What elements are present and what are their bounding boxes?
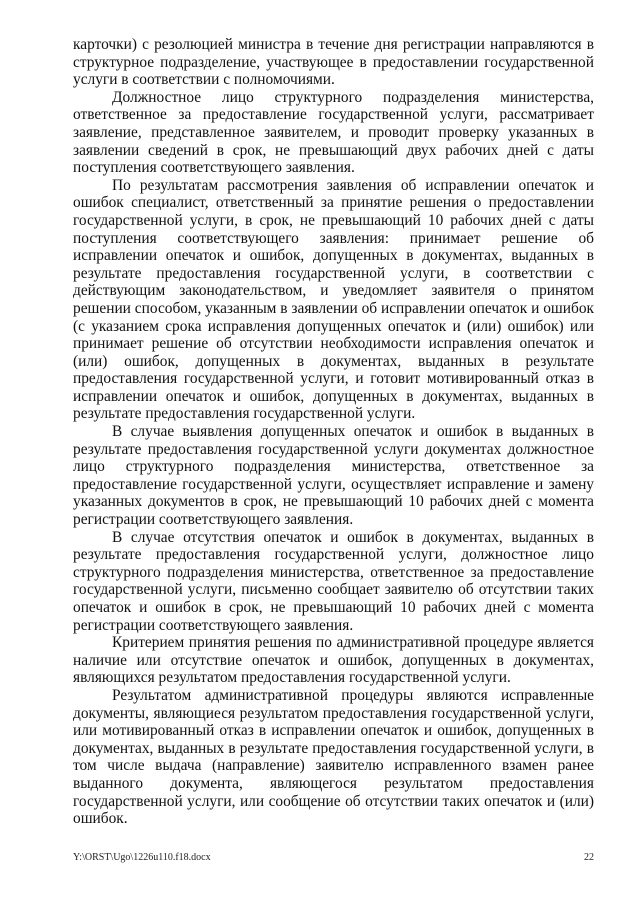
file-path: Y:\ORST\Ugo\1226u110.f18.docx — [73, 852, 211, 863]
paragraph: Результатом административной процедуры являются исправленные документы, являющиеся результатом предоставления государственной услуги, или мотивированный отказ в исправлении опечаток и ошибок, допущенных в документах, выданных в результате предоставления государственной услуги, в том числе выдача (направление) заявителю исправленного взамен ранее выданного документа, являющегося результатом предоставления государственной услуги, или сообщение об отсутствии таких опечаток и (или) ошибок. — [73, 686, 594, 828]
paragraph: Должностное лицо структурного подразделения министерства, ответственное за предоставление государственной услуги, рассматривает заявление, представленное заявителем, и проводит проверку указанных в заявлении сведений в срок, не превышающий двух рабочих дней с даты поступления соответствующего заявления. — [73, 88, 594, 177]
page-footer — [73, 852, 594, 863]
document-body — [73, 36, 594, 828]
page-number: 22 — [584, 852, 594, 863]
paragraph: В случае отсутствия опечаток и ошибок в документах, выданных в результате предоставления государственной услуги, должностное лицо структурного подразделения министерства, ответственное за предоставление государственной услуги, письменно сообщает заявителю об отсутствии таких опечаток и ошибок в срок, не превышающий 10 рабочих дней с момента регистрации соответствующего заявления. — [73, 528, 594, 634]
paragraph: В случае выявления допущенных опечаток и ошибок в выданных в результате предоставления государственной услуги документах должностное лицо структурного подразделения министерства, ответственное за предоставление государственной услуги, осуществляет исправление и замену указанных документов в срок, не превышающий 10 рабочих дней с момента регистрации соответствующего заявления. — [73, 423, 594, 529]
paragraph: Критерием принятия решения по административной процедуре является наличие или отсутствие опечаток и ошибок, допущенных в документах, являющихся результатом предоставления государственной услуги. — [73, 634, 594, 687]
paragraph-continuation: карточки) с резолюцией министра в течение дня регистрации направляются в структурное подразделение, участвующее в предоставлении государственной услуги в соответствии с полномочиями. — [73, 36, 594, 89]
paragraph: По результатам рассмотрения заявления об исправлении опечаток и ошибок специалист, ответственный за принятие решения о предоставлении государственной услуги, в срок, не превышающий 10 рабочих дней с даты поступления соответствующего заявления: принимает решение об исправлении опечаток и ошибок, допущенных в документах, выданных в результате предоставления государственной услуги, в соответствии с действующим законодательством, и уведомляет заявителя о принятом решении способом, указанным в заявлении об исправлении опечаток и ошибок (с указанием срока исправления допущенных опечаток и (или) ошибок) или принимает решение об отсутствии необходимости исправления опечаток и (или) ошибок, допущенных в документах, выданных в результате предоставления государственной услуги, и готовит мотивированный отказ в исправлении опечаток и ошибок, допущенных в документах, выданных в результате предоставления государственной услуги. — [73, 176, 594, 423]
